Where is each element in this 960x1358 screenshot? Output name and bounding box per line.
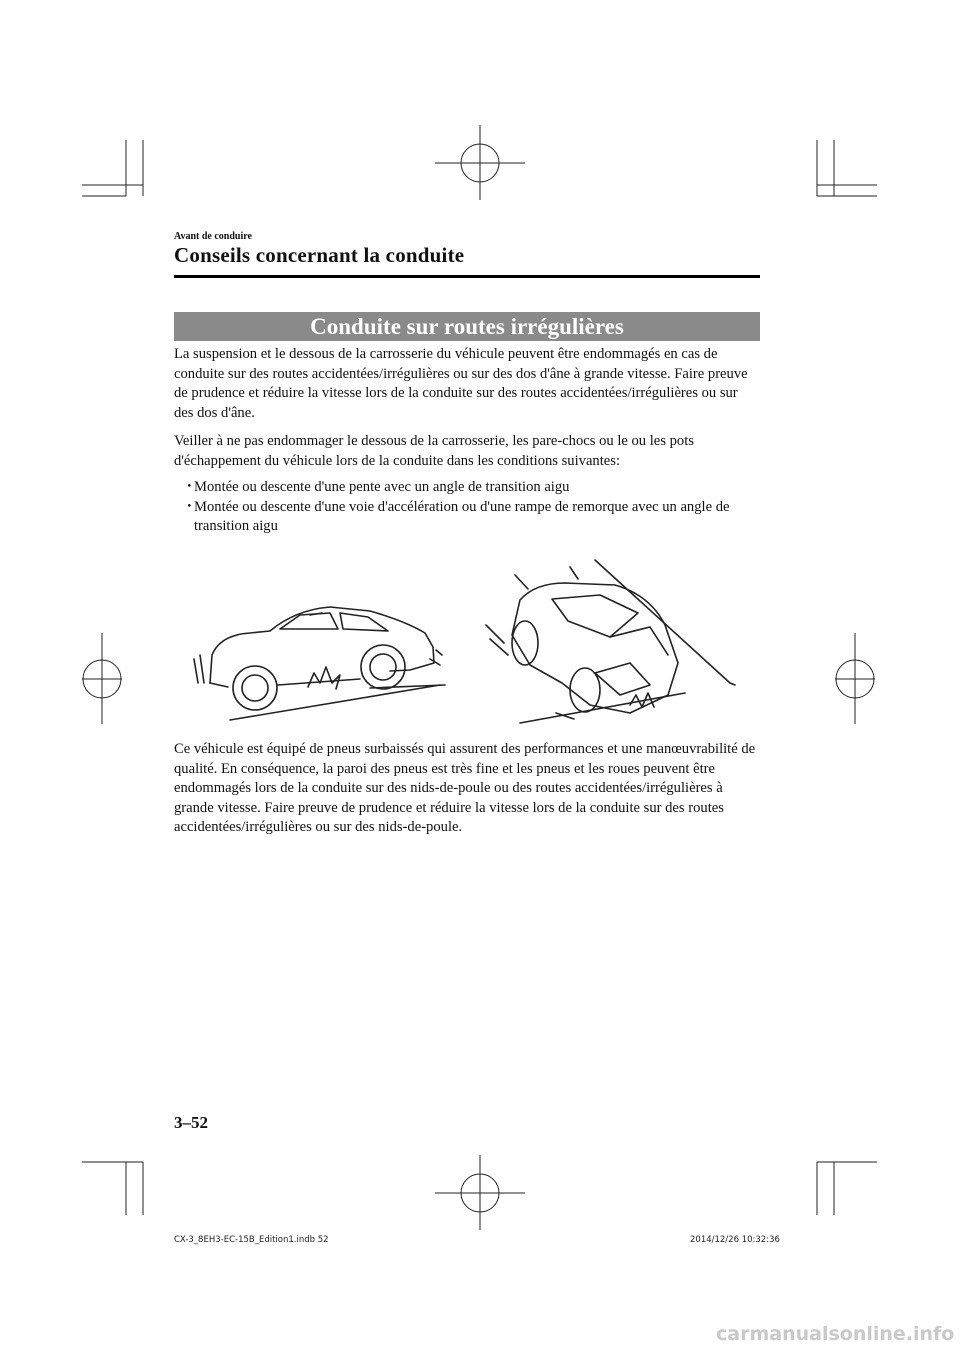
car-front-view-drawing (486, 560, 735, 723)
list-item-text: Montée ou descente d'une pente avec un angle de transition aigu (194, 479, 570, 495)
list-item (182, 478, 760, 498)
print-file-info: CX-3_8EH3-EC-15B_Edition1.indb 52 (174, 1235, 329, 1245)
site-watermark: carmanualsonline.info (716, 1323, 955, 1345)
page-number: 3–52 (174, 1113, 208, 1132)
bullet-marker: ・ (182, 498, 197, 515)
list-item-text: Montée ou descente d'une voie d'accélération ou d'une rampe de remorque avec un angle de transition aigu (194, 498, 730, 534)
car-side-view-drawing (194, 607, 445, 720)
intro-paragraph: La suspension et le dessous de la carrosserie du véhicule peuvent être endommagés en cas de conduite sur des routes accidentées/irrégulières ou sur des dos d'âne à grande vitesse. Faire preuve de prudence et réduire la vitesse lors de la conduite sur des routes accidentées/irrégulières ou sur des dos d'âne. (174, 346, 748, 421)
bullet-marker: ・ (182, 479, 197, 495)
underbody-damage-illustration (190, 555, 750, 735)
section-label: Avant de conduire (174, 231, 252, 242)
conditions-list (182, 478, 760, 537)
page-title: Conseils concernant la conduite (174, 243, 465, 267)
topic-banner: Conduite sur routes irrégulières (174, 312, 760, 341)
tire-paragraph: Ce véhicule est équipé de pneus surbaissés qui assurent des performances et une manœuvrabilité de qualité. En conséquence, la paroi des pneus est très fine et les pneus et les roues peuvent être endommagés lors de la conduite sur des nids-de-poule ou des routes accidentées/irrégulières à grande vitesse. Faire preuve de prudence et réduire la vitesse lors de la conduite sur des routes accidentées/irrégulières ou sur des nids-de-poule. (174, 741, 756, 835)
title-divider (174, 275, 760, 278)
caution-paragraph: Veiller à ne pas endommager le dessous de la carrosserie, les pare-chocs ou le ou les pots d'échappement du véhicule lors de la conduite dans les conditions suivantes: (174, 433, 694, 469)
print-timestamp: 2014/12/26 10:32:36 (690, 1235, 780, 1245)
list-item (182, 498, 760, 537)
